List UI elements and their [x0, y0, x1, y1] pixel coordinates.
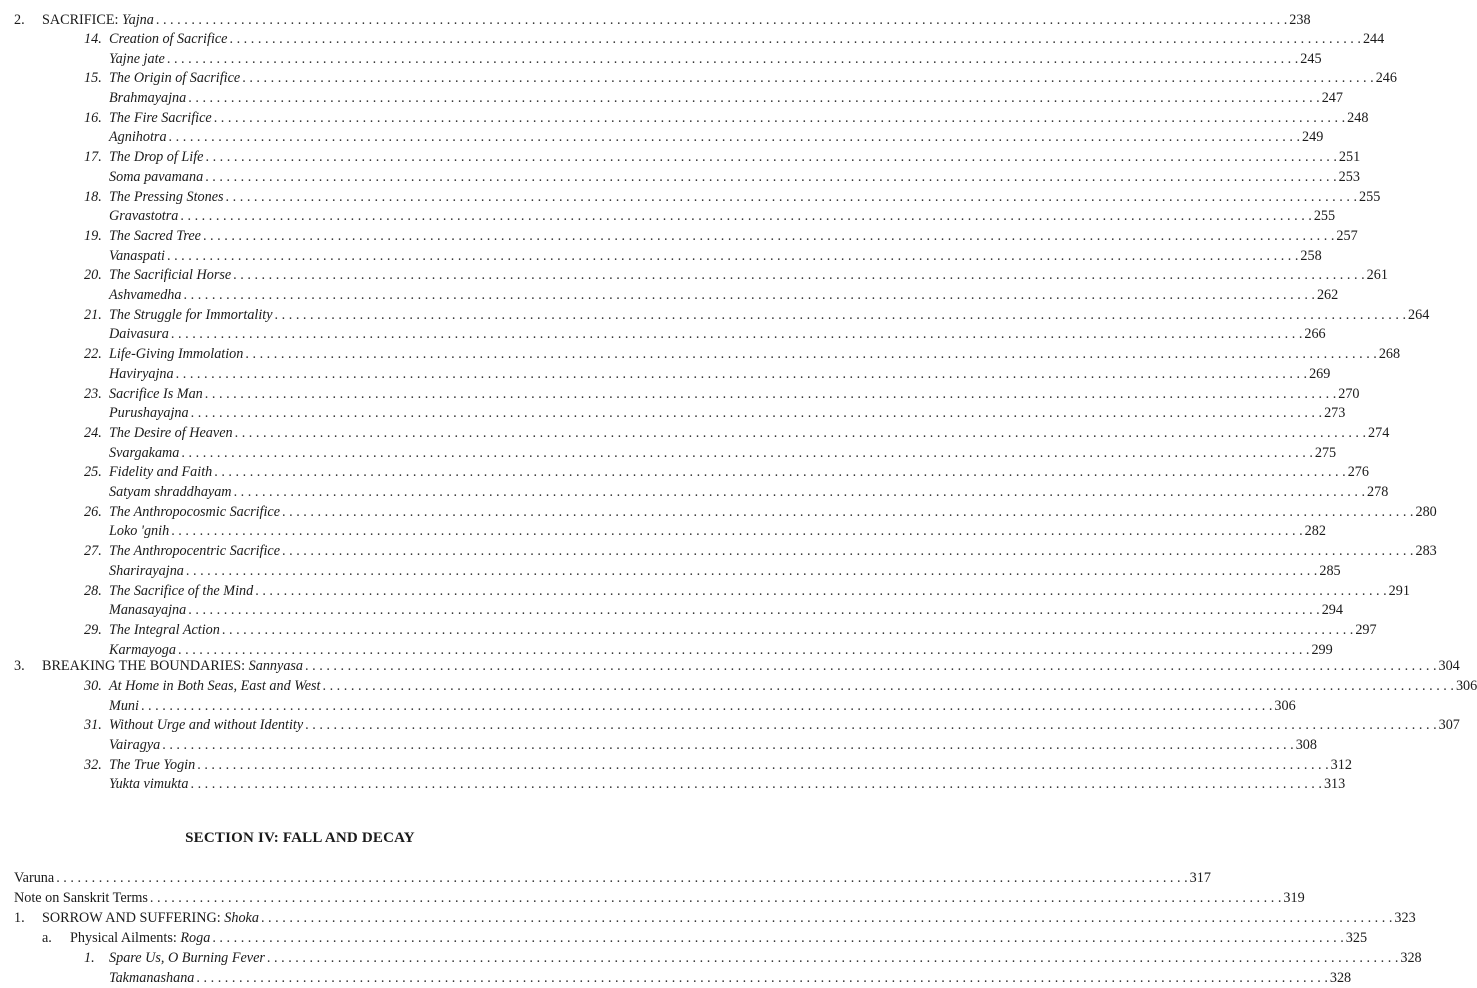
page-number: 261	[1366, 267, 1388, 284]
dot-leader	[222, 620, 1353, 640]
toc-chapter[interactable]	[84, 68, 1397, 88]
toc-subtitle-takmanashana[interactable]	[109, 968, 1352, 988]
chapter-title: The Pressing Stones	[109, 188, 224, 205]
dot-leader	[235, 423, 1366, 443]
part-number: 2.	[14, 12, 25, 28]
page-number: 255	[1359, 188, 1381, 205]
toc-chapter-subtitle[interactable]	[109, 561, 1341, 581]
dot-leader	[261, 908, 1392, 928]
entry-title: Varuna	[14, 870, 55, 886]
toc-entry-note-sanskrit[interactable]	[14, 888, 1305, 908]
dot-leader	[188, 600, 1319, 620]
dot-leader	[234, 482, 1365, 502]
toc-chapter-subtitle[interactable]	[109, 206, 1336, 226]
toc-chapter-subtitle[interactable]	[109, 246, 1322, 266]
dot-leader	[282, 502, 1413, 522]
page-number: 276	[1347, 464, 1369, 481]
toc-chapter-subtitle[interactable]	[109, 324, 1326, 344]
chapter-title: The Origin of Sacrifice	[109, 70, 241, 87]
subpart-title: Physical Ailments: Roga	[70, 930, 211, 946]
toc-chapter-subtitle[interactable]	[109, 285, 1339, 305]
toc-chapter[interactable]	[84, 265, 1388, 285]
entry-title: Note on Sanskrit Terms	[14, 890, 148, 906]
chapter-number: 30.	[84, 678, 102, 694]
toc-chapter-subtitle[interactable]	[109, 443, 1337, 463]
page-number: 244	[1362, 31, 1385, 47]
page-number: 328	[1400, 950, 1422, 966]
chapter-title: At Home in Both Seas, East and West	[109, 678, 321, 694]
page-number: 283	[1415, 543, 1437, 560]
chapter-title: The Drop of Life	[109, 149, 204, 166]
chapter-title: The Desire of Heaven	[109, 425, 233, 441]
chapter-number: 23.	[84, 385, 102, 402]
dot-leader	[171, 521, 1302, 541]
page-number: 266	[1304, 326, 1326, 343]
chapter-title: Fidelity and Faith	[109, 464, 213, 481]
dot-leader	[197, 755, 1328, 775]
chapter-title: The Fire Sacrifice	[109, 109, 212, 126]
dot-leader	[186, 561, 1317, 581]
dot-leader	[167, 49, 1298, 69]
chapter-subtitle: Haviryajna	[109, 365, 174, 382]
part-number: 1.	[14, 910, 25, 926]
page-number: 257	[1336, 228, 1358, 244]
toc-part-sacrifice[interactable]	[14, 10, 1311, 30]
toc-chapter[interactable]	[84, 715, 1460, 735]
chapter-subtitle: Yukta vimukta	[109, 776, 189, 793]
page-number: 306	[1455, 678, 1477, 694]
chapter-number: 21.	[84, 306, 102, 323]
chapter-number: 32.	[84, 756, 102, 773]
dot-leader	[203, 226, 1334, 246]
dot-leader	[214, 462, 1345, 482]
toc-chapter-subtitle[interactable]	[109, 521, 1326, 541]
dot-leader	[196, 968, 1327, 988]
chapter-number: 28.	[84, 582, 102, 599]
part-title: BREAKING THE BOUNDARIES: Sannyasa	[42, 658, 304, 674]
dot-leader	[180, 206, 1311, 226]
chapter-subtitle: Muni	[109, 697, 139, 714]
page-number: 255	[1313, 208, 1336, 225]
page-number: 306	[1274, 697, 1296, 714]
chapter-number: 14.	[84, 31, 102, 47]
page-number: 245	[1300, 50, 1322, 67]
chapter-number: 15.	[84, 70, 102, 87]
dot-leader	[212, 928, 1343, 948]
chapter-title: The Integral Action	[109, 622, 220, 638]
page-number: 246	[1375, 70, 1397, 87]
page-number: 308	[1295, 736, 1317, 753]
toc-chapter-subtitle[interactable]	[109, 364, 1331, 384]
dot-leader	[229, 29, 1360, 49]
chapter-number: 17.	[84, 149, 102, 166]
chapter-subtitle: Purushayajna	[109, 405, 189, 422]
page-number: 297	[1355, 622, 1377, 638]
page-number: 268	[1378, 346, 1401, 363]
dot-leader	[205, 147, 1336, 167]
toc-chapter[interactable]	[84, 29, 1385, 49]
toc-chapter[interactable]	[84, 187, 1381, 207]
page-number: 264	[1408, 306, 1430, 323]
chapter-number: 1.	[84, 950, 95, 966]
chapter-subtitle: Soma pavamana	[109, 168, 204, 185]
chapter-subtitle: Vairagya	[109, 736, 161, 753]
page-number: 294	[1321, 602, 1343, 619]
chapter-title: The Anthropocentric Sacrifice	[109, 543, 281, 560]
chapter-subtitle: Vanaspati	[109, 247, 165, 264]
chapter-title: The Sacred Tree	[109, 228, 201, 244]
dot-leader	[169, 127, 1300, 147]
page-number: 247	[1321, 89, 1343, 106]
dot-leader	[242, 68, 1373, 88]
chapter-number: 26.	[84, 503, 102, 520]
page-number: 282	[1304, 523, 1326, 540]
dot-leader	[205, 167, 1336, 187]
dot-leader	[184, 285, 1315, 305]
toc-chapter[interactable]	[84, 108, 1369, 128]
dot-leader	[176, 364, 1307, 384]
dot-leader	[181, 443, 1312, 463]
page-number: 249	[1302, 129, 1324, 146]
dot-leader	[322, 676, 1453, 696]
chapter-number: 22.	[84, 346, 102, 363]
toc-chapter[interactable]	[84, 344, 1401, 364]
dot-leader	[275, 305, 1406, 325]
part-title: SORROW AND SUFFERING: Shoka	[42, 910, 259, 926]
chapter-number: 19.	[84, 228, 102, 244]
page-number: 325	[1345, 930, 1368, 946]
chapter-number: 27.	[84, 543, 102, 560]
chapter-number: 29.	[84, 622, 102, 638]
dot-leader	[233, 265, 1364, 285]
toc-chapter-subtitle[interactable]	[109, 774, 1346, 794]
toc-chapter[interactable]	[84, 147, 1361, 167]
chapter-number: 20.	[84, 267, 102, 284]
page-number: 273	[1324, 405, 1346, 422]
toc-chapter[interactable]	[84, 755, 1352, 775]
page-number: 307	[1438, 717, 1460, 734]
toc-chapter-subtitle[interactable]	[109, 167, 1360, 187]
toc-chapter[interactable]	[84, 620, 1377, 640]
toc-chapter[interactable]	[84, 423, 1390, 443]
toc-chapter[interactable]	[84, 541, 1437, 561]
subpart-letter: a.	[42, 930, 52, 946]
dot-leader	[267, 948, 1398, 968]
dot-leader	[226, 187, 1357, 207]
dot-leader	[305, 715, 1436, 735]
chapter-subtitle: Svargakama	[109, 444, 180, 461]
dot-leader	[214, 108, 1345, 128]
chapter-title: Without Urge and without Identity	[109, 717, 304, 734]
chapter-title: The Anthropocosmic Sacrifice	[109, 503, 281, 520]
chapter-subtitle: Gravastotra	[109, 208, 179, 225]
part-title: SACRIFICE: Yajna	[42, 12, 154, 28]
dot-leader	[255, 581, 1386, 601]
page-number: 253	[1338, 168, 1360, 185]
toc-part-sorrow[interactable]	[14, 908, 1416, 928]
page-number: 274	[1368, 425, 1390, 441]
chapter-subtitle: Yajne jate	[109, 50, 165, 67]
page-number: 238	[1289, 12, 1311, 28]
page-number: 262	[1316, 286, 1339, 303]
chapter-subtitle: Brahmayajna	[109, 89, 187, 106]
page-number: 258	[1300, 247, 1322, 264]
page-number: 248	[1347, 109, 1369, 126]
dot-leader	[167, 246, 1298, 266]
chapter-number: 25.	[84, 464, 102, 481]
dot-leader	[245, 344, 1376, 364]
page-number: 317	[1189, 870, 1211, 886]
toc-chapter[interactable]	[84, 384, 1360, 404]
toc-chapter-subtitle[interactable]	[109, 482, 1389, 502]
dot-leader	[188, 88, 1319, 108]
toc-chapter[interactable]	[84, 305, 1430, 325]
page-number: 312	[1330, 756, 1352, 773]
page-number: 275	[1314, 444, 1337, 461]
chapter-subtitle: Takmanashana	[109, 970, 195, 986]
page-number: 251	[1338, 149, 1361, 166]
toc-chapter[interactable]	[84, 581, 1410, 601]
dot-leader	[162, 735, 1293, 755]
chapter-subtitle: Satyam shraddhayam	[109, 483, 232, 500]
page-number: 270	[1338, 385, 1360, 402]
page-number: 278	[1367, 483, 1389, 500]
page-number: 269	[1309, 365, 1331, 382]
dot-leader	[141, 696, 1272, 716]
dot-leader	[156, 10, 1287, 30]
page-number: 313	[1323, 776, 1346, 793]
dot-leader	[305, 656, 1436, 676]
dot-leader	[171, 324, 1302, 344]
chapter-number: 18.	[84, 188, 102, 205]
toc-chapter[interactable]	[84, 226, 1358, 246]
chapter-number: 31.	[84, 717, 102, 734]
chapter-subtitle: Agnihotra	[109, 129, 167, 146]
toc-chapter-subtitle[interactable]	[109, 735, 1317, 755]
chapter-number: 16.	[84, 109, 102, 126]
toc-part-breaking-boundaries[interactable]	[14, 656, 1460, 676]
dot-leader	[205, 384, 1336, 404]
section-heading: SECTION IV: FALL AND DECAY	[185, 830, 415, 846]
chapter-title: Spare Us, O Burning Fever	[109, 950, 265, 966]
chapter-title: The Sacrifice of the Mind	[109, 582, 254, 599]
page-number: 304	[1438, 658, 1460, 674]
dot-leader	[191, 403, 1322, 423]
toc-chapter-subtitle[interactable]	[109, 696, 1296, 716]
part-number: 3.	[14, 658, 25, 674]
dot-leader	[150, 888, 1281, 908]
toc-chapter-subtitle[interactable]	[109, 88, 1343, 108]
toc-subpart-physical-ailments[interactable]	[42, 928, 1368, 948]
page-number: 323	[1394, 910, 1416, 926]
page-number: 291	[1388, 582, 1410, 599]
page-number: 285	[1319, 562, 1341, 579]
page-number: 280	[1415, 503, 1437, 520]
chapter-subtitle: Daivasura	[109, 326, 169, 343]
chapter-title: The Sacrificial Horse	[109, 267, 232, 284]
toc-chapter[interactable]	[84, 462, 1369, 482]
toc-chapter-subtitle[interactable]	[109, 127, 1324, 147]
chapter-subtitle: Sharirayajna	[109, 562, 184, 579]
chapter-subtitle: Karmayoga	[109, 641, 176, 658]
page-number: 299	[1311, 641, 1333, 658]
chapter-title: Life-Giving Immolation	[109, 346, 244, 363]
toc-entry-varuna[interactable]	[14, 868, 1211, 888]
chapter-title: Creation of Sacrifice	[109, 31, 228, 47]
dot-leader	[282, 541, 1413, 561]
toc-chapter-subtitle[interactable]	[109, 49, 1322, 69]
toc-chapter-subtitle[interactable]	[109, 403, 1346, 423]
toc-chapter[interactable]	[84, 676, 1477, 696]
chapter-subtitle: Loko 'gnih	[109, 523, 170, 540]
chapter-title: Sacrifice Is Man	[109, 385, 203, 402]
page-number: 328	[1329, 970, 1352, 986]
toc-chapter[interactable]	[84, 502, 1437, 522]
toc-chapter-burning-fever[interactable]	[84, 948, 1422, 968]
chapter-subtitle: Ashvamedha	[109, 286, 182, 303]
toc-chapter-subtitle[interactable]	[109, 600, 1343, 620]
chapter-title: The True Yogin	[109, 756, 196, 773]
chapter-title: The Struggle for Immortality	[109, 306, 273, 323]
chapter-number: 24.	[84, 425, 102, 441]
dot-leader	[190, 774, 1321, 794]
dot-leader	[56, 868, 1187, 888]
chapter-subtitle: Manasayajna	[109, 602, 187, 619]
page-number: 319	[1283, 890, 1305, 906]
